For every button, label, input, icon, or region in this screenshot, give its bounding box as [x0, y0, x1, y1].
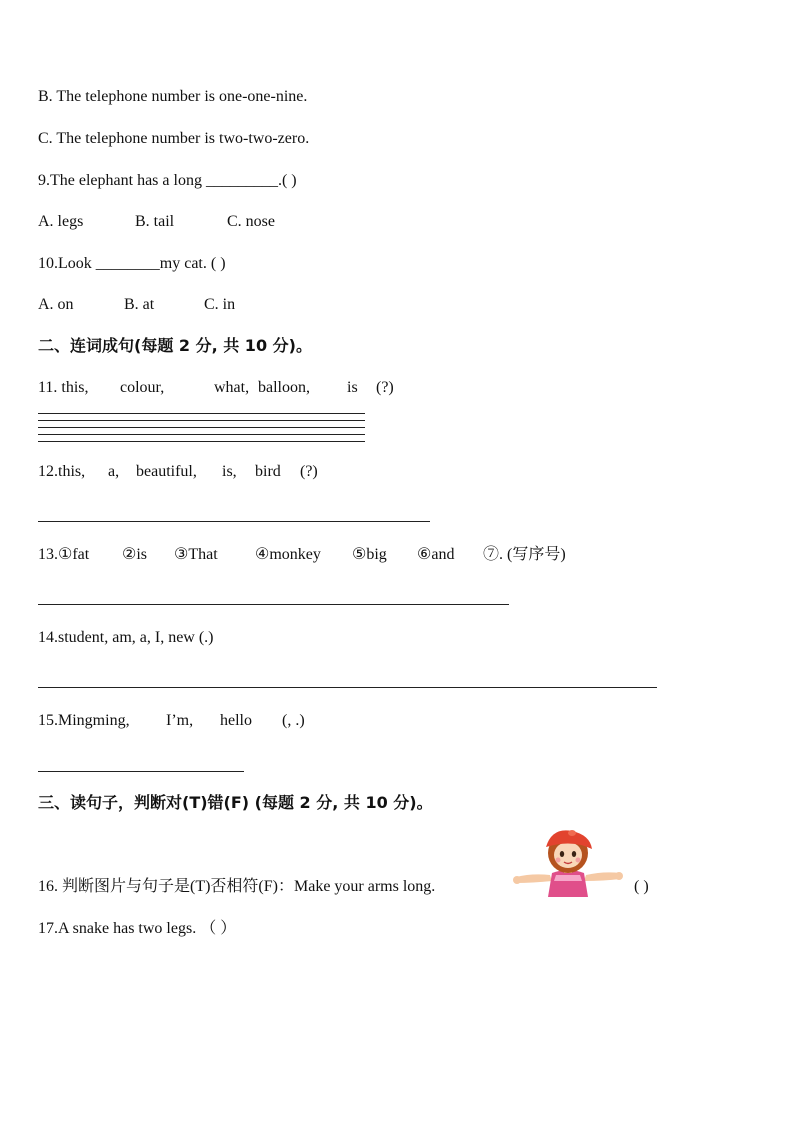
q11-answer-line[interactable] — [38, 441, 365, 442]
q12-token: beautiful, — [136, 463, 197, 480]
q10-options — [38, 295, 235, 315]
q11-token: is — [347, 379, 358, 396]
q10-option-a: A. on — [38, 296, 74, 313]
q15-token: I’m, — [166, 712, 194, 729]
q12-token: is, — [222, 463, 237, 480]
q13-token: 13.①fat — [38, 546, 90, 563]
q12-token: a, — [108, 463, 120, 480]
q9-options — [38, 212, 275, 232]
q12-token: (?) — [300, 463, 318, 480]
q16-prompt: 16. 判断图片与句子是(T)否相符(F)：Make your arms long. — [38, 878, 436, 895]
q13-answer-line[interactable] — [38, 604, 509, 605]
q11-token: 11. this, — [38, 379, 89, 396]
q14-prompt: 14.student, am, a, I, new (.) — [38, 629, 214, 646]
q11-answer-line[interactable] — [38, 413, 365, 414]
section2-title: 二、连词成句(每题 2 分, 共 10 分)。 — [38, 336, 312, 355]
q11-answer-line[interactable] — [38, 427, 365, 428]
q15-token: hello — [220, 712, 252, 729]
section3-title: 三、读句子，判断对(T)错(F) (每题 2 分, 共 10 分)。 — [38, 793, 433, 812]
q11-answer-line[interactable] — [38, 434, 365, 435]
q12-prompt — [38, 462, 318, 482]
q9-option-a: A. legs — [38, 213, 84, 230]
q15-token: 15.Mingming, — [38, 712, 130, 729]
q9-option-b: B. tail — [135, 213, 175, 230]
q13-prompt — [38, 545, 566, 565]
q15-token: (, .) — [282, 712, 305, 729]
q12-answer-line[interactable] — [38, 521, 430, 522]
q8-option-b: B. The telephone number is one-one-nine. — [38, 88, 308, 105]
q10-stem: 10.Look ________my cat. ( ) — [38, 255, 226, 272]
q8-option-c: C. The telephone number is two-two-zero. — [38, 130, 310, 147]
q15-answer-line[interactable] — [38, 771, 244, 772]
q14-answer-line[interactable] — [38, 687, 657, 688]
q13-token: ⑤big — [352, 546, 387, 563]
q13-token: ③That — [174, 546, 218, 563]
q13-token: ②is — [122, 546, 148, 563]
q11-prompt — [38, 378, 394, 398]
q15-prompt — [38, 711, 305, 731]
q13-token: ⑥and — [417, 546, 455, 563]
girl-stretching-arms-illustration — [512, 829, 624, 897]
q11-token: colour, — [120, 379, 165, 396]
q13-token: ④monkey — [255, 546, 321, 563]
q13-token: ⑦. (写序号) — [483, 546, 566, 563]
q12-token: 12.this, — [38, 463, 86, 480]
q9-option-c: C. nose — [227, 213, 275, 230]
q11-answer-line[interactable] — [38, 420, 365, 421]
q11-token: what, — [214, 379, 250, 396]
q9-stem: 9.The elephant has a long _________.( ) — [38, 172, 297, 189]
q11-token: balloon, — [258, 379, 310, 396]
q17-prompt: 17.A snake has two legs. （ ） — [38, 920, 237, 937]
q11-token: (?) — [376, 379, 394, 396]
q16-answer-bracket[interactable]: ( ) — [634, 878, 649, 895]
q10-option-c: C. in — [204, 296, 236, 313]
q12-token: bird — [255, 463, 281, 480]
q10-option-b: B. at — [124, 296, 155, 313]
